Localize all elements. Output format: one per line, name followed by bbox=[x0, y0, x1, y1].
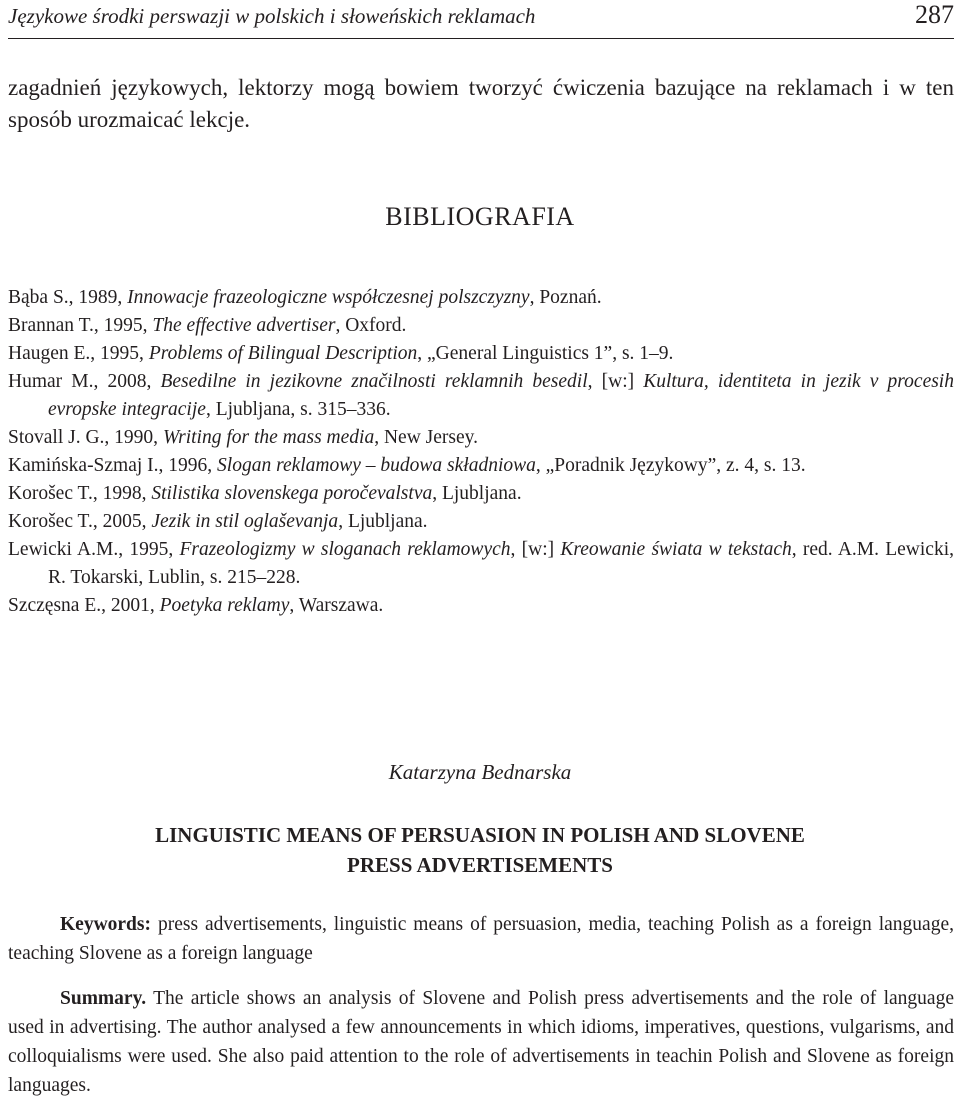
bibliography-entry: Bąba S., 1989, Innowacje frazeologiczne współczesnej polszczyzny, Poznań. bbox=[8, 287, 602, 308]
abstract-author: Katarzyna Bednarska bbox=[388, 760, 572, 784]
abstract-title bbox=[0, 820, 960, 880]
bibliography-list bbox=[8, 284, 954, 620]
abstract-title-line: LINGUISTIC MEANS OF PERSUASION IN POLISH AND SLOVENE bbox=[155, 823, 805, 847]
intro-paragraph: zagadnień językowych, lektorzy mogą bowiem tworzyć ćwiczenia bazujące na reklamach i w ten sposób urozmaicać lekcje. bbox=[8, 75, 954, 132]
bibliography-entry: Szczęsna E., 2001, Poetyka reklamy, Warszawa. bbox=[8, 595, 384, 616]
bibliography-entry: Korošec T., 2005, Jezik in stil oglaševanja, Ljubljana. bbox=[8, 511, 428, 532]
summary-text: The article shows an analysis of Slovene and Polish press advertisements and the role of language used in advertising. The author analysed a few announcements in which idioms, imperatives, questions, vulgarisms, and colloquialisms were used. She also paid attention to the role of advertisements in teachin Polish and Slovene as foreign languages. bbox=[8, 988, 954, 1096]
keywords-text: press advertisements, linguistic means of persuasion, media, teaching Polish as a foreign language, teaching Slovene as a foreign language bbox=[8, 914, 954, 964]
bibliography-entry: Kamińska-Szmaj I., 1996, Slogan reklamowy – budowa składniowa, „Poradnik Językowy”, z. 4, s. 13. bbox=[8, 455, 806, 476]
keywords-paragraph bbox=[8, 910, 954, 968]
abstract-title-line: PRESS ADVERTISEMENTS bbox=[347, 853, 613, 877]
running-header-title: Językowe środki perswazji w polskich i słoweńskich reklamach bbox=[8, 4, 536, 28]
bibliography-entry: Humar M., 2008, Besedilne in jezikovne značilnosti reklamnih besedil, [w:] Kultura, identiteta in jezik v procesih evropske integracije, Ljubljana, s. 315–336. bbox=[8, 371, 954, 420]
bibliography-entry: Brannan T., 1995, The effective advertiser, Oxford. bbox=[8, 315, 407, 336]
running-header bbox=[8, 0, 954, 39]
bibliography-entry: Haugen E., 1995, Problems of Bilingual Description, „General Linguistics 1”, s. 1–9. bbox=[8, 343, 674, 364]
bibliography-heading: BIBLIOGRAFIA bbox=[385, 202, 575, 231]
summary-label: Summary. bbox=[60, 988, 147, 1009]
bibliography-entry: Stovall J. G., 1990, Writing for the mass media, New Jersey. bbox=[8, 427, 478, 448]
keywords-label: Keywords: bbox=[60, 914, 151, 935]
bibliography-entry: Lewicki A.M., 1995, Frazeologizmy w sloganach reklamowych, [w:] Kreowanie świata w tekstach, red. A.M. Lewicki, R. Tokarski, Lublin, s. 215–228. bbox=[8, 539, 954, 588]
bibliography-entry: Korošec T., 1998, Stilistika slovenskega poročevalstva, Ljubljana. bbox=[8, 483, 522, 504]
page-number: 287 bbox=[915, 0, 954, 29]
summary-paragraph bbox=[8, 984, 954, 1100]
